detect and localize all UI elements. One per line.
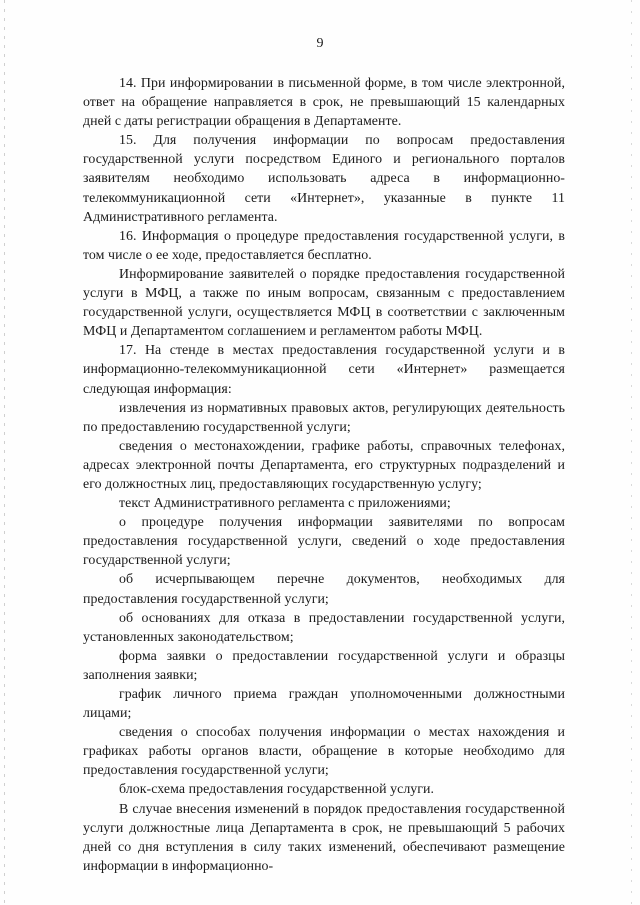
list-item-regulation-text: текст Административного регламента с приложениями;: [119, 496, 451, 512]
paragraph-17: 17. На стенде в местах предоставления государственной услуги и в информационно-телекоммуникационной сети «Интернет» размещается следующая информация:: [83, 343, 565, 397]
paragraph-14: 14. При информировании в письменной форме, в том числе электронной, ответ на обращение направляется в срок, не превышающий 15 календарных дней с даты регистрации обращения в Департаменте.: [83, 76, 565, 130]
paragraph-16: 16. Информация о процедуре предоставления государственной услуги, в том числе о ее ходе, предоставляется бесплатно.: [83, 228, 565, 263]
list-item-location-info: сведения о местонахождении, графике работы, справочных телефонах, адресах электронной почты Департамента, его структурных подразделений и его должностных лиц, предоставляющих государственную услугу;: [83, 438, 565, 492]
list-item-reception-schedule: график личного приема граждан уполномоченными должностными лицами;: [83, 687, 565, 722]
list-item-authorities-info: сведения о способах получения информации о местах нахождения и графиках работы органов власти, обращение в которые необходимо для предоставления государственной услуги;: [83, 725, 565, 779]
scan-edge-left: [4, 0, 5, 905]
list-item-info-procedure: о процедуре получения информации заявителями по вопросам предоставления государственной услуги, сведений о ходе предоставления государственной услуги;: [83, 515, 565, 569]
paragraph-mfc-informing: Информирование заявителей о порядке предоставления государственной услуги в МФЦ, а также по иным вопросам, связанным с предоставлением государственной услуги, осуществляется МФЦ в соответствии с заключенным МФЦ и Департаментом соглашением и регламентом работы МФЦ.: [83, 266, 565, 340]
paragraph-15: 15. Для получения информации по вопросам предоставления государственной услуги посредством Единого и регионального порталов заявителям необходимо использовать адреса в информационно-телекоммуникационной сети «Интернет», указанные в пункте 11 Административного регламента.: [83, 133, 565, 225]
list-item-refusal-grounds: об основаниях для отказа в предоставлении государственной услуги, установленных законодательством;: [83, 610, 565, 645]
list-item-documents-list: об исчерпывающем перечне документов, необходимых для предоставления государственной услуги;: [83, 572, 565, 607]
list-item-flowchart: блок-схема предоставления государственной услуги.: [119, 782, 435, 798]
page-number: 9: [316, 36, 324, 51]
document-body: [83, 74, 565, 876]
list-item-legal-acts: извлечения из нормативных правовых актов, регулирующих деятельность по предоставлению государственной услуги;: [83, 400, 565, 435]
list-item-application-form: форма заявки о предоставлении государственной услуги и образцы заполнения заявки;: [83, 648, 565, 683]
paragraph-changes: В случае внесения изменений в порядок предоставления государственной услуги должностные лица Департамента в срок, не превышающий 5 рабочих дней со дня вступления в силу таких изменений, обеспечивают размещение информации в информационно-: [83, 801, 565, 874]
scan-edge-right: [631, 0, 632, 905]
